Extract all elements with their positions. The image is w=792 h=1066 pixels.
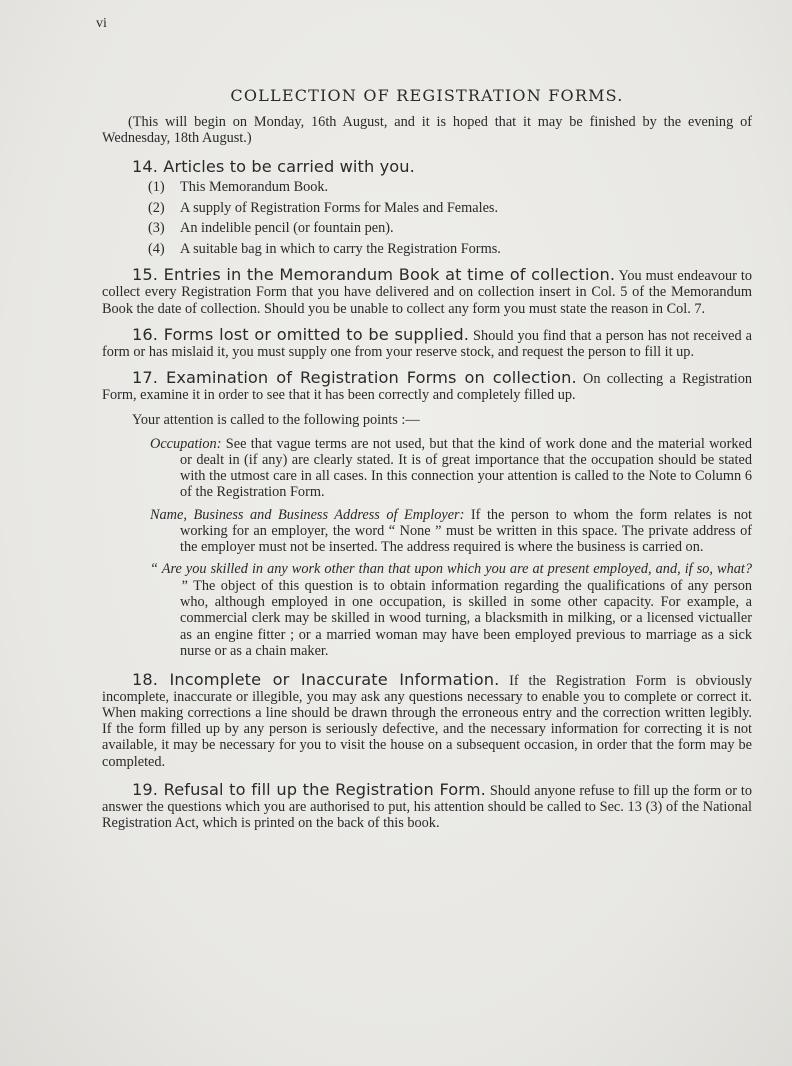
document-body bbox=[102, 84, 752, 841]
point-employer: Name, Business and Business Address of Employer: If the person to whom the form relates is not working for an employer, the word “ None ” must be written in this space. The private address of the employer must not be inserted. The address required is where the business is carried on. bbox=[150, 506, 752, 555]
section-18-body: If the Registration Form is obviously incomplete, inaccurate or illegible, you may ask any questions necessary to enable you to complete or correct it. When making corrections a line should be drawn through the erroneous entry and the correction written legibly. If the form filled up by any person is seriously defective, and the necessary information for correcting it is not available, it may be necessary for you to visit the house on a subsequent occasion, in order that the form may be completed. bbox=[102, 672, 752, 770]
intro-note: (This will begin on Monday, 16th August, and it is hoped that it may be finished by the evening of Wednesday, 18th August.) bbox=[102, 114, 752, 147]
section-17-body: On collecting a Registration Form, examine it in order to see that it has been correctly and completely filled up. bbox=[102, 371, 752, 404]
section-14-heading: 14. Articles to be carried with you. bbox=[132, 156, 415, 176]
list-item: (4) A suitable bag in which to carry the Registration Forms. bbox=[148, 240, 501, 257]
section-19 bbox=[102, 779, 753, 832]
section-18 bbox=[102, 669, 752, 770]
section-17-heading: 17. Examination of Registration Forms on collection. bbox=[132, 368, 577, 388]
list-item: (1) This Memorandum Book. bbox=[148, 178, 329, 195]
section-19-heading: 19. Refusal to fill up the Registration Form. bbox=[132, 779, 486, 799]
section-18-heading: 18. Incomplete or Inaccurate Information. bbox=[132, 669, 500, 689]
list-item: (3) An indelible pencil (or fountain pen). bbox=[148, 220, 394, 237]
list-item: (2) A supply of Registration Forms for Males and Females. bbox=[148, 199, 499, 216]
point-skilled: “ Are you skilled in any work other than that upon which you are at present employed, and, if so, what? ” The object of this question is to obtain information regarding the qualifications of any person who, although employed in one occupation, is skilled in some other capacity. For example, a commercial clerk may be skilled in wood turning, a blacksmith in milking, or a licensed victualler as an engine fitter ; or a married woman may have been employed previous to marriage as a sick nurse or as a chain maker. bbox=[150, 561, 752, 660]
section-16 bbox=[102, 324, 752, 360]
articles-list bbox=[148, 179, 752, 257]
page-title: COLLECTION OF REGISTRATION FORMS. bbox=[230, 86, 624, 105]
attention-line: Your attention is called to the following points :— bbox=[132, 411, 420, 428]
section-15 bbox=[102, 267, 752, 317]
section-17 bbox=[102, 370, 752, 403]
page-number: vi bbox=[96, 16, 107, 31]
section-15-body: You must endeavour to collect every Registration Form that you have delivered and on collection insert in Col. 5 of the Memorandum Book the date of collection. Should you be unable to collect any form you must state the reason in Col. 7. bbox=[102, 268, 752, 317]
section-16-heading: 16. Forms lost or omitted to be supplied. bbox=[132, 324, 469, 344]
section-16-body: Should you find that a person has not received a form or has mislaid it, you must supply one from your reserve stock, and request the person to fill it up. bbox=[102, 327, 752, 360]
section-19-body: Should anyone refuse to fill up the form or to answer the questions which you are authorised to put, his attention should be called to Sec. 13 (3) of the National Registration Act, which is printed on the back of this book. bbox=[102, 782, 753, 832]
point-occupation: Occupation: See that vague terms are not used, but that the kind of work done and the material worked or dealt in (if any) are clearly stated. It is of great importance that the occupation should be stated with the utmost care in all cases. In this connection your attention is called to the Note to Column 6 of the Registration Form. bbox=[150, 435, 752, 501]
section-15-heading: 15. Entries in the Memorandum Book at time of collection. bbox=[132, 265, 616, 285]
